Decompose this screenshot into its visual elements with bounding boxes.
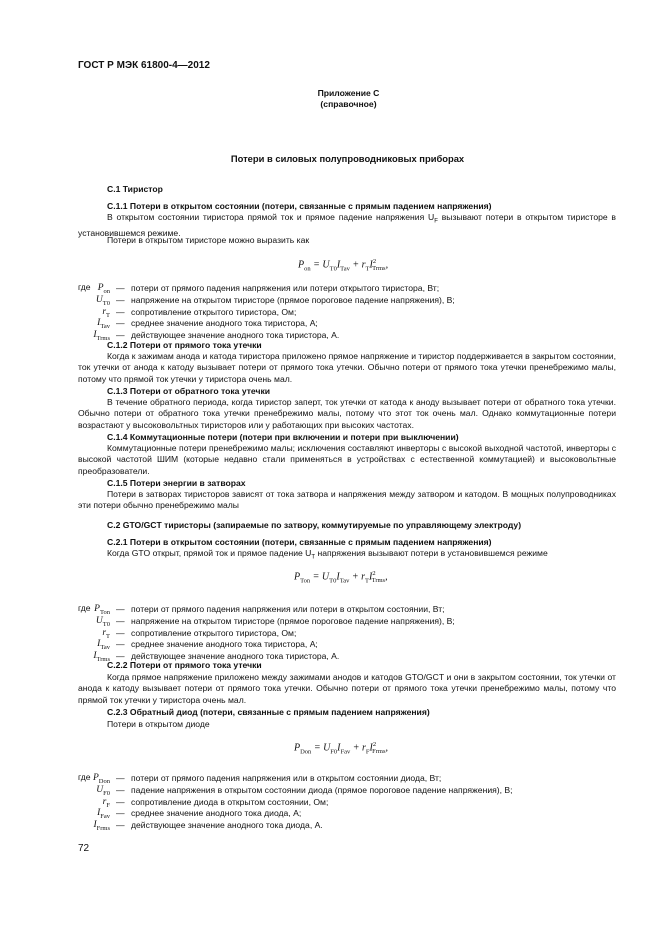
section-c14-paragraph: Коммутационные потери пренебрежимо малы; исключения составляют инверторы с высокой выходной частотой, инверторы с высокой частотой ШИМ (которые недавно стали применяться в устройствах с естественной коммутацией) и высоковольтные преобразователи. [78,443,616,476]
where-label-1: где [78,282,91,292]
definition-text: среднее значение анодного тока тиристора, А; [131,318,318,329]
section-c11-paragraph-2: Потери в открытом тиристоре можно выразить как [107,235,310,245]
definition-dash: — [116,330,125,341]
definition-symbol: $U_{T0}$ [95,615,110,628]
definition-dash: — [116,627,125,638]
definition-symbol: $I_{Frms}$ [93,820,110,833]
definition-symbol: $P_{Don}$ [92,773,110,785]
definition-text: действующее значение анодного тока диода, А. [131,820,323,831]
definition-row [0,294,661,306]
definition-symbol: $P_{Ton}$ [94,604,110,616]
section-c14-heading: С.1.4 Коммутационные потери (потери при включении и потери при выключении) [107,432,459,442]
section-c21-paragraph: Когда GTO открыт, прямой ток и прямое падение $U_T$ напряжения вызывают потери в установившемся режиме [107,548,548,561]
definition-symbol: $r_F$ [102,796,110,809]
definition-dash: — [116,283,125,293]
section-c22-paragraph: Когда прямое напряжение приложено между зажимами анодов и катодов GTO/GCT и они в закрытом состоянии, ток утечки от анода к катоду вызывает потери от прямого тока утечки. Обычно потери от прямого тока утечки пренебрежимо малы, потому что прямой ток утечки у тиристора очень мал. [78,672,616,705]
definition-text: сопротивление диода в открытом состоянии, Ом; [131,796,329,807]
section-c12-heading: С.1.2 Потери от прямого тока утечки [107,340,262,350]
definition-dash: — [116,294,125,305]
appendix-title: Приложение С [317,88,380,98]
definition-row [0,329,661,341]
formula-pton: $P_{Ton} = U_{T0}I_{Tav} + r_TI^2_{Trms}$, [294,570,388,585]
definition-row [0,772,661,784]
definition-row [0,306,661,318]
definition-text: действующее значение анодного тока тиристора, А. [131,330,340,341]
definition-dash: — [116,306,125,317]
where-label-2: где [78,603,91,613]
section-c11-heading: С.1.1 Потери в открытом состоянии (потери, связанные с прямым падением напряжения) [107,201,492,211]
formula-pdon: $P_{Don} = U_{F0}I_{Fav} + r_FI^2_{Frms}$, [294,741,389,756]
definition-symbol: $U_{T0}$ [95,294,110,307]
definition-row [0,638,661,650]
definition-text: напряжение на открытом тиристоре (прямое пороговое падение напряжения), В; [131,294,455,305]
standard-header: ГОСТ Р МЭК 61800-4—2012 [78,60,210,71]
definition-dash: — [116,820,125,831]
section-c23-paragraph: Потери в открытом диоде [107,719,210,729]
definition-row [0,615,661,627]
section-c23-heading: С.2.3 Обратный диод (потери, связанные с прямым падением напряжения) [107,707,430,717]
section-c11-paragraph: В открытом состоянии тиристора прямой ток и прямое падение напряжения $U_F$ вызывают потери в открытом тиристоре в установившемся режиме. [78,212,617,239]
definition-row [0,282,661,294]
definition-row [0,603,661,615]
definition-dash: — [116,796,125,807]
definition-row [0,627,661,639]
definition-text: потери от прямого падения напряжения или потери в открытом состоянии, Вт; [131,604,445,614]
definition-dash: — [116,784,125,795]
definition-dash: — [116,773,125,783]
formula-pon: $P_{on} = U_{T0}I_{Tav} + r_TI^2_{Trms}$, [298,258,389,273]
definition-row [0,807,661,819]
definition-text: среднее значение анодного тока тиристора, А; [131,639,318,650]
definition-text: среднее значение анодного тока диода, А; [131,808,302,819]
definition-symbol: $I_{Fav}$ [97,808,110,821]
where-label-3: где [78,772,91,782]
section-c1-heading: С.1 Тиристор [107,184,163,194]
definition-row [0,796,661,808]
definition-text: падение напряжения в открытом состоянии диода (прямое пороговое падение напряжения), В; [131,784,513,795]
definition-symbol: $I_{Trms}$ [93,330,110,343]
page-number: 72 [78,843,90,854]
definition-dash: — [116,318,125,329]
section-c13-paragraph: В течение обратного периода, когда тиристор заперт, ток утечки от катода к аноду вызывает потери от обратного тока утечки. Обычно потери от обратного тока утечки пренебрежимо малы, потому что этот ток очень мал. Однако коммутационные потери возрастают у высоковольтных тиристоров или у работающих при высоких частотах. [78,397,616,430]
section-c12-paragraph: Когда к зажимам анода и катода тиристора приложено прямое напряжение и тиристор поддерживается в закрытом состоянии, ток утечки от анода к катоду вызывает потери от прямого тока утечки. Обычно потери от прямого тока утечки пренебрежимо малы, потому что прямой ток утечки у тиристора очень мал. [78,351,616,384]
section-c21-heading: С.2.1 Потери в открытом состоянии (потери, связанные с прямым падением напряжения) [107,537,492,547]
definition-dash: — [116,604,125,614]
appendix-subtitle: (справочное) [320,99,377,109]
definition-text: потери от прямого падения напряжения или потери открытого тиристора, Вт; [131,283,440,293]
definition-row [0,784,661,796]
definition-dash: — [116,615,125,626]
definition-text: сопротивление открытого тиристора, Ом; [131,306,297,317]
definition-symbol: $r_T$ [102,627,110,640]
section-c2-heading: С.2 GTO/GCT тиристоры (запираемые по затвору, коммутируемые по управляющему электроду) [107,520,522,530]
definition-text: потери от прямого падения напряжения или в открытом состоянии диода, Вт; [131,773,442,783]
definition-symbol: $r_T$ [102,306,110,319]
section-c13-heading: С.1.3 Потери от обратного тока утечки [107,386,271,396]
definition-dash: — [116,651,125,662]
definition-symbol: $I_{Tav}$ [97,318,110,331]
section-c15-heading: С.1.5 Потери энергии в затворах [107,478,246,488]
definition-text: сопротивление открытого тиристора, Ом; [131,627,297,638]
definition-symbol: $I_{Tav}$ [97,639,110,652]
definition-row [0,819,661,831]
definition-symbol: $P_{on}$ [97,283,110,295]
definition-symbol: $I_{Trms}$ [93,651,110,664]
main-title: Потери в силовых полупроводниковых приборах [230,153,465,164]
definition-row [0,650,661,662]
section-c22-heading: С.2.2 Потери от прямого тока утечки [107,660,262,670]
definition-text: действующее значение анодного тока тиристора, А. [131,651,340,662]
definition-dash: — [116,808,125,819]
definition-symbol: $U_{F0}$ [96,784,110,797]
definition-text: напряжение на открытом тиристоре (прямое пороговое падение напряжения), В; [131,615,455,626]
definition-dash: — [116,639,125,650]
section-c15-paragraph: Потери в затворах тиристоров зависят от тока затвора и напряжения между затвором и катодом. В мощных полупроводниках эти потери обычно пренебрежимо малы [78,489,616,511]
definition-row [0,317,661,329]
